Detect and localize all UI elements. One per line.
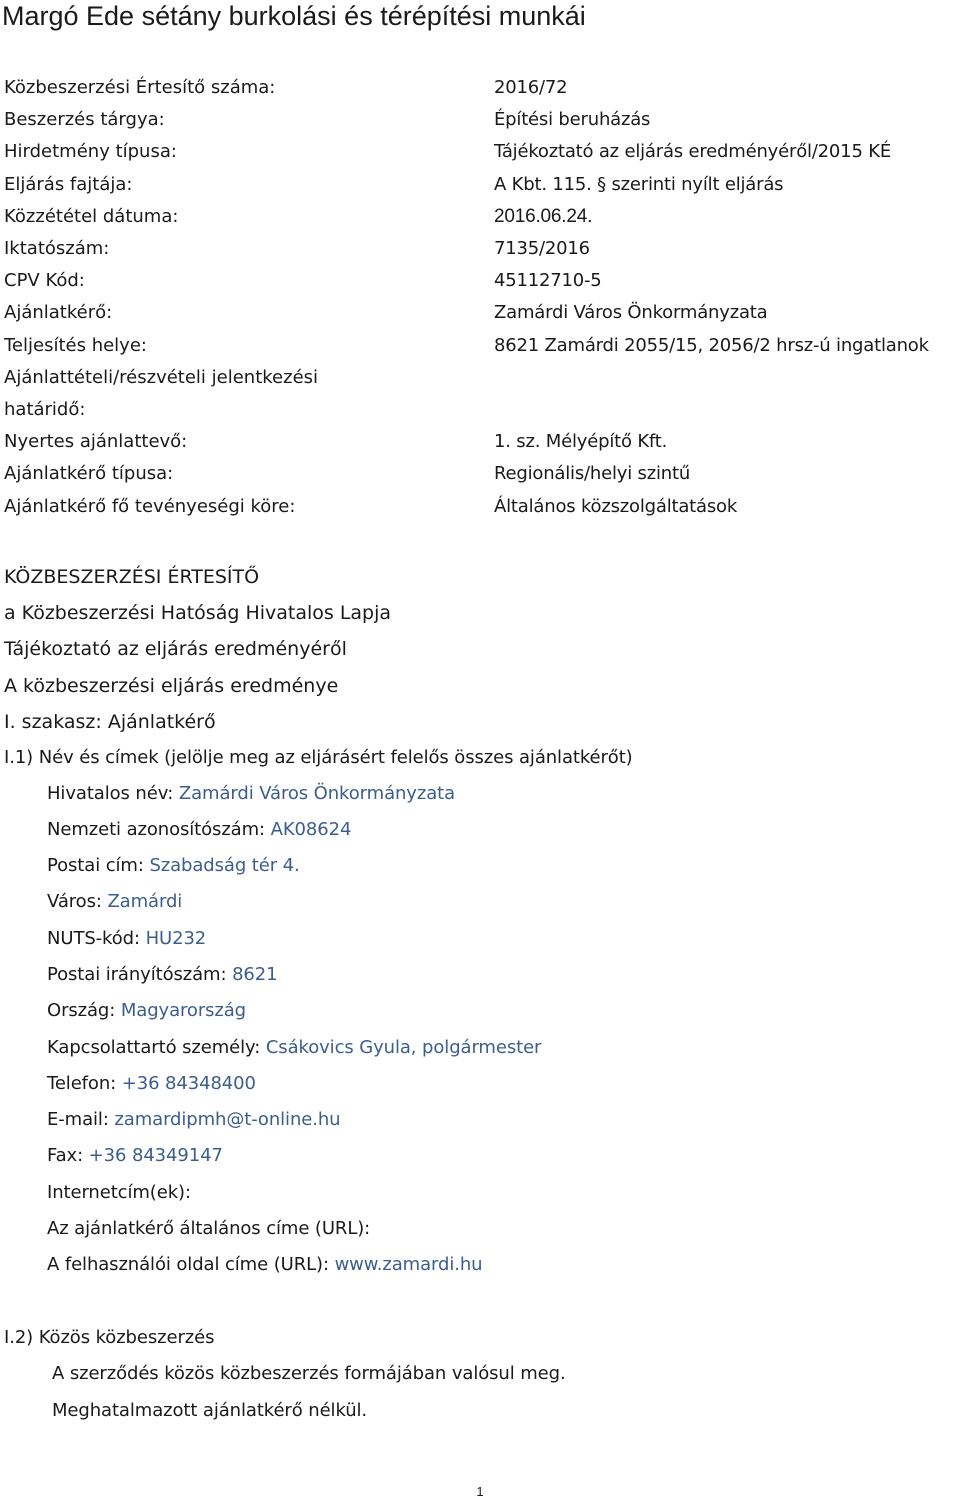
field-value: AK08624 — [270, 819, 352, 840]
section-1-2-line: A szerződés közös közbeszerzés formájában valósul meg. — [52, 1363, 566, 1384]
meta-label: Hirdetmény típusa: — [4, 141, 177, 162]
section-heading: I. szakasz: Ajánlatkérő — [4, 711, 216, 733]
meta-label: Nyertes ajánlattevő: — [4, 431, 188, 452]
meta-label: Iktatószám: — [4, 238, 110, 259]
meta-value: 45112710-5 — [494, 270, 602, 291]
field-row — [47, 1142, 223, 1170]
meta-row — [4, 233, 960, 265]
meta-label: CPV Kód: — [4, 270, 85, 291]
website-link[interactable]: www.zamardi.hu — [334, 1254, 483, 1275]
email-link[interactable]: zamardipmh@t-online.hu — [114, 1109, 341, 1130]
field-label: Az ajánlatkérő általános címe (URL): — [47, 1218, 371, 1239]
meta-row — [4, 169, 960, 201]
meta-value: Regionális/helyi szintű — [494, 463, 691, 484]
meta-row — [4, 265, 960, 297]
meta-label: Eljárás fajtája: — [4, 174, 133, 195]
gazette-heading: KÖZBESZERZÉSI ÉRTESÍTŐ — [4, 566, 260, 588]
field-row — [47, 816, 351, 844]
field-row — [47, 852, 300, 880]
meta-row — [4, 330, 960, 362]
meta-value: 2016/72 — [494, 77, 568, 98]
field-label: Postai irányítószám: — [47, 964, 233, 985]
meta-row — [4, 458, 960, 490]
field-label: Város: — [47, 891, 108, 912]
field-row — [47, 961, 277, 989]
field-value: Csákovics Gyula, polgármester — [265, 1037, 542, 1058]
section-1-2-title: I.2) Közös közbeszerzés — [4, 1327, 215, 1348]
field-value: Zamárdi — [107, 891, 183, 912]
field-label: Nemzeti azonosítószám: — [47, 819, 271, 840]
field-label: Hivatalos név: — [47, 783, 179, 804]
meta-row — [4, 491, 960, 523]
gazette-subheading: a Közbeszerzési Hatóság Hivatalos Lapja — [4, 602, 392, 624]
meta-value: 8621 Zamárdi 2055/15, 2056/2 hrsz-ú ingatlanok — [494, 335, 929, 356]
meta-label: Ajánlatkérő fő tevényeségi köre: — [4, 496, 296, 517]
field-value: +36 84349147 — [88, 1145, 223, 1166]
meta-value: 7135/2016 — [494, 238, 590, 259]
field-value: HU232 — [145, 928, 207, 949]
field-label: Ország: — [47, 1000, 121, 1021]
field-row — [47, 1106, 340, 1134]
meta-row — [4, 426, 960, 458]
field-label: Internetcím(ek): — [47, 1182, 191, 1203]
field-label: A felhasználói oldal címe (URL): — [47, 1254, 335, 1275]
meta-value: Általános közszolgáltatások — [494, 496, 738, 517]
meta-value: 2016.06.24. — [494, 206, 593, 227]
field-row — [47, 780, 455, 808]
field-value: Magyarország — [120, 1000, 247, 1021]
field-value: 8621 — [232, 964, 278, 985]
meta-label: Közzététel dátuma: — [4, 206, 179, 227]
meta-label: Ajánlatkérő típusa: — [4, 463, 174, 484]
procedure-result-heading: A közbeszerzési eljárás eredménye — [4, 675, 339, 697]
meta-value: A Kbt. 115. § szerinti nyílt eljárás — [494, 174, 784, 195]
field-row — [47, 1070, 256, 1098]
meta-label: Beszerzés tárgya: — [4, 109, 165, 130]
field-row — [47, 925, 206, 953]
page-number: 1 — [476, 1484, 484, 1499]
field-row — [47, 997, 246, 1025]
section-1-1-title: I.1) Név és címek (jelölje meg az eljárásért felelős összes ajánlatkérőt) — [4, 747, 633, 768]
field-label: Fax: — [47, 1145, 89, 1166]
field-label: Kapcsolattartó személy: — [47, 1037, 266, 1058]
meta-row — [4, 362, 960, 426]
meta-value: Építési beruházás — [494, 109, 651, 130]
meta-value: 1. sz. Mélyépítő Kft. — [494, 431, 668, 452]
field-label: E-mail: — [47, 1109, 115, 1130]
meta-row — [4, 297, 960, 329]
meta-value: Zamárdi Város Önkormányzata — [494, 302, 768, 323]
field-row — [47, 1251, 483, 1279]
field-value: Zamárdi Város Önkormányzata — [178, 783, 456, 804]
meta-row — [4, 72, 960, 104]
notice-type-heading: Tájékoztató az eljárás eredményéről — [4, 638, 347, 660]
meta-label: Ajánlatkérő: — [4, 302, 113, 323]
field-label: Telefon: — [47, 1073, 122, 1094]
document-title: Margó Ede sétány burkolási és térépítési munkái — [2, 1, 586, 31]
field-row — [47, 888, 182, 916]
field-value: +36 84348400 — [121, 1073, 256, 1094]
field-row — [47, 1215, 370, 1243]
meta-row — [4, 104, 960, 136]
section-1-2-line: Meghatalmazott ajánlatkérő nélkül. — [52, 1400, 368, 1421]
field-row — [47, 1179, 191, 1207]
meta-row — [4, 201, 960, 233]
meta-value: Tájékoztató az eljárás eredményéről/2015 KÉ — [494, 141, 891, 162]
meta-label: Teljesítés helye: — [4, 335, 147, 356]
meta-row — [4, 136, 960, 168]
field-label: NUTS-kód: — [47, 928, 146, 949]
meta-label: Ajánlattételi/részvételi jelentkezési határidő: — [4, 367, 319, 420]
field-label: Postai cím: — [47, 855, 150, 876]
meta-label: Közbeszerzési Értesítő száma: — [4, 77, 276, 98]
field-value: Szabadság tér 4. — [149, 855, 300, 876]
field-row — [47, 1034, 541, 1062]
